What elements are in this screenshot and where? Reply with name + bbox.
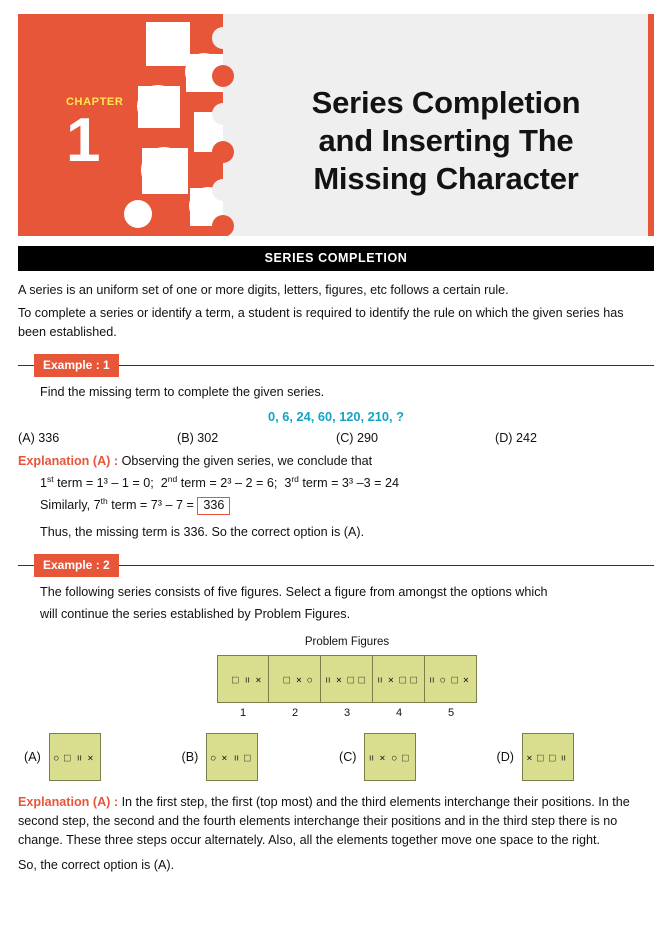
example-2-question-line-2: will continue the series established by Problem Figures. <box>40 607 351 622</box>
example-1-explanation-label: Explanation (A) : <box>18 453 119 468</box>
example-2-explanation <box>18 793 654 850</box>
ordinal-superscript: st <box>47 473 54 484</box>
option-b-value: 302 <box>197 430 219 445</box>
symbol: × <box>252 676 264 683</box>
option-c-key: (C) <box>336 430 354 445</box>
symbol: × <box>384 676 397 683</box>
option-d-value: 242 <box>515 430 537 445</box>
problem-figure-4 <box>373 655 425 703</box>
example-2-explanation-line-4: elements together move one space to the right. <box>336 832 600 847</box>
symbol: □ <box>229 676 242 683</box>
example-2-explanation-line-1: In the first step, the first (top most) and the third elements interchange their <box>121 795 539 810</box>
symbol: = <box>556 755 569 762</box>
symbol: □ <box>448 676 461 683</box>
answer-option-a[interactable] <box>24 733 182 781</box>
example-2-explanation-label: Explanation (A) : <box>18 795 119 810</box>
chapter-content <box>18 271 654 875</box>
example-1-calc-line-1 <box>40 473 654 493</box>
problem-figure-labels <box>40 705 654 722</box>
symbol: × <box>332 676 345 683</box>
intro-paragraph-2: To complete a series or identify a term, a student is required to identify the rule on which the given series has been established. <box>18 305 624 339</box>
symbol: □ <box>241 754 254 762</box>
chapter-banner <box>18 14 654 236</box>
symbol: ○ <box>388 754 401 762</box>
boxed-answer: 336 <box>197 497 230 515</box>
example-2-final-answer: So, the correct option is (A). <box>18 857 175 872</box>
calc-1-text: term = 1³ – 1 = 0; 2nd term = 2³ – 2 = 6; 3rd term = 3³ –3 = 24 <box>53 473 399 490</box>
figure-4-symbols <box>373 654 418 705</box>
example-2-body <box>40 583 654 625</box>
option-d[interactable] <box>495 429 654 448</box>
example-1-body <box>40 383 654 402</box>
example-1-tag: Example : 1 <box>34 354 119 377</box>
ordinal-superscript-2: th <box>100 495 108 506</box>
chapter-title-line-1: Series Completion <box>311 85 581 120</box>
chapter-label: CHAPTER <box>66 96 124 108</box>
symbol: × <box>459 676 472 683</box>
answer-d-symbols <box>523 733 568 783</box>
option-d-key: (D) <box>495 430 513 445</box>
example-1-explanation <box>18 452 654 471</box>
symbol: = <box>72 755 85 762</box>
intro-paragraph-1: A series is an uniform set of one or more digits, letters, figures, etc follows a certain rule. <box>18 283 509 297</box>
calc-2-text: term = 7³ – 7 = <box>107 497 198 512</box>
symbol: □ <box>355 676 368 683</box>
chapter-title-line-2: and Inserting The <box>318 122 574 158</box>
answer-a-symbols <box>49 733 94 783</box>
example-1-header <box>18 354 654 377</box>
problem-figures-strip <box>40 655 654 703</box>
symbol: □ <box>344 676 357 683</box>
answer-option-b[interactable] <box>182 733 340 781</box>
symbol: × <box>523 755 535 762</box>
symbol: ○ <box>303 676 316 683</box>
symbol: × <box>83 755 96 762</box>
example-1-series: 0, 6, 24, 60, 120, 210, ? <box>268 408 404 424</box>
page <box>0 14 672 926</box>
symbol: ○ <box>207 754 220 762</box>
symbol: = <box>373 676 386 683</box>
rule-right <box>119 365 654 366</box>
chapter-number: 1 <box>66 106 101 175</box>
answer-figures-row <box>24 733 654 781</box>
figure-label-4: 4 <box>395 706 403 719</box>
problem-figure-2 <box>269 655 321 703</box>
symbol: × <box>218 755 231 762</box>
figure-5-symbols <box>425 654 470 705</box>
answer-figure-d <box>522 733 574 781</box>
option-a[interactable] <box>18 429 177 448</box>
symbol: = <box>425 676 438 683</box>
example-1-explanation-text: Observing the given series, we conclude that <box>121 453 373 468</box>
symbol: = <box>321 676 334 683</box>
answer-figure-c <box>364 733 416 781</box>
section-heading: SERIES COMPLETION <box>18 246 654 271</box>
problem-figure-5 <box>425 655 477 703</box>
symbol: = <box>365 755 378 762</box>
figure-label-1: 1 <box>239 706 247 719</box>
option-a-value: 336 <box>38 430 60 445</box>
symbol: × <box>376 755 389 762</box>
example-1-question: Find the missing term to complete the given series. <box>40 384 325 399</box>
chapter-title <box>258 84 634 197</box>
figure-2-symbols <box>281 654 315 705</box>
answer-b-symbols <box>207 733 252 783</box>
symbol: = <box>229 755 242 762</box>
option-b[interactable] <box>177 429 336 448</box>
answer-option-c-key: (C) <box>339 749 357 764</box>
example-2-tag: Example : 2 <box>34 554 119 577</box>
example-1-calc-line-2 <box>40 495 654 515</box>
symbol: □ <box>396 676 409 683</box>
figure-label-5: 5 <box>447 706 455 719</box>
symbol: = <box>240 676 253 683</box>
answer-option-b-key: (B) <box>181 749 199 764</box>
banner-accent-panel <box>18 14 223 236</box>
chapter-title-line-3: Missing Character <box>313 160 579 196</box>
answer-figure-b <box>206 733 258 781</box>
example-1-options <box>18 429 654 448</box>
option-c-value: 290 <box>356 430 378 445</box>
rule-left <box>18 365 34 366</box>
answer-c-symbols <box>365 733 410 783</box>
symbol: □ <box>545 754 558 762</box>
figure-label-2: 2 <box>291 706 299 719</box>
example-2-header <box>18 554 654 577</box>
answer-option-a-key: (A) <box>24 749 41 764</box>
symbol: □ <box>407 676 420 683</box>
option-b-key: (B) <box>177 430 194 445</box>
symbol: □ <box>534 754 547 762</box>
symbol: □ <box>61 754 74 762</box>
problem-figure-3 <box>321 655 373 703</box>
example-1-conclusion: Thus, the missing term is 336. So the correct option is (A). <box>40 524 365 539</box>
calc-2-prefix: Similarly, 7 <box>40 497 101 512</box>
example-2-explanation-line-2: positions. In the second step, the second and the fourth elements interchange their positions <box>18 795 630 828</box>
problem-figure-1 <box>217 655 269 703</box>
figure-3-symbols <box>321 654 366 705</box>
example-2-explanation-line-3: and in the third step there is no change. These three steps occur alternately. Also, all the <box>18 814 618 847</box>
figure-label-3: 3 <box>343 706 351 719</box>
calc-1-prefix: 1 <box>40 475 48 490</box>
rule-right-2 <box>119 565 654 566</box>
example-2-question-line-1: The following series consists of five figures. Select a figure from amongst the options which <box>40 584 548 599</box>
answer-option-c[interactable] <box>339 733 497 781</box>
option-c[interactable] <box>336 429 495 448</box>
rule-left-2 <box>18 565 34 566</box>
symbol: ○ <box>436 676 449 683</box>
answer-option-d-key: (D) <box>496 749 514 764</box>
symbol: × <box>292 676 305 683</box>
answer-option-d[interactable] <box>497 733 655 781</box>
symbol: □ <box>280 676 293 683</box>
symbol: ○ <box>49 754 62 762</box>
problem-figures-caption: Problem Figures <box>304 636 390 649</box>
symbol: □ <box>399 754 412 762</box>
figure-1-symbols <box>229 655 263 705</box>
option-a-key: (A) <box>18 430 35 445</box>
answer-figure-a <box>49 733 101 781</box>
